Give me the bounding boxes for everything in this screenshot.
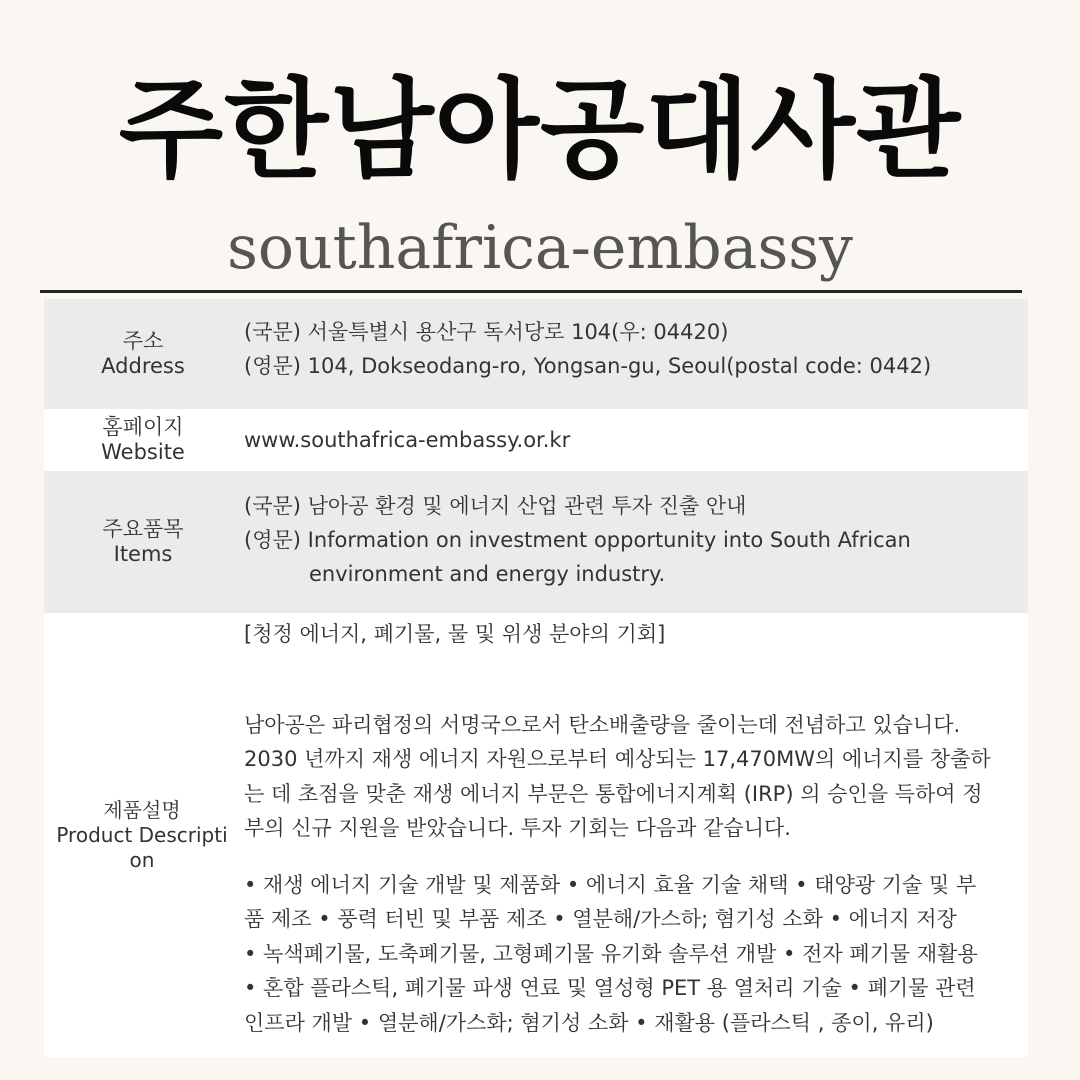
items-label-ko: 주요품목 — [102, 517, 184, 541]
para-line: 는 데 초점을 맞춘 재생 에너지 부문은 통합에너지계획 (IRP) 의 승인을 득하여 정 — [244, 781, 983, 806]
items-en-2: environment and energy industry. — [309, 562, 666, 586]
website-label — [44, 409, 242, 471]
address-label-en: Address — [101, 354, 185, 378]
bullet-line: 품 제조 • 풍력 터빈 및 부품 제조 • 열분해/가스하; 혐기성 소화 • 에너지 저장 — [244, 907, 957, 931]
description-content — [244, 617, 1020, 1040]
items-en-1: (영문) Information on investment opportunity into South African — [244, 528, 911, 552]
website-url: www.southafrica-embassy.or.kr — [244, 428, 571, 452]
para-line: 남아공은 파리협정의 서명국으로서 탄소배출량을 줄이는데 전념하고 있습니다. — [244, 712, 961, 737]
description-label-en-2: on — [129, 847, 155, 872]
para-line: 부의 신규 지원을 받았습니다. 투자 기회는 다음과 같습니다. — [244, 816, 791, 840]
address-ko: (국문) 서울특별시 용산구 독서당로 104(우: 04420) — [244, 320, 729, 344]
website-label-ko: 홈페이지 — [102, 415, 184, 439]
bullet-line: 인프라 개발 • 열분해/가스화; 혐기성 소화 • 재활용 (플라스틱 , 종이, 유리) — [244, 1010, 934, 1035]
address-en: (영문) 104, Dokseodang-ro, Yongsan-gu, Seoul(postal code: 0442) — [244, 354, 932, 378]
page-title: 주한남아공대사관 — [118, 68, 962, 193]
items-row — [44, 471, 1028, 613]
bullet-line: • 녹색폐기물, 도축폐기물, 고형폐기물 유기화 솔루션 개발 • 전자 폐기물 재활용 — [244, 941, 978, 966]
address-label-ko: 주소 — [122, 329, 164, 353]
address-row — [44, 299, 1028, 409]
website-row — [44, 409, 1028, 471]
address-label — [44, 299, 242, 409]
description-label — [44, 613, 240, 1057]
description-bullets — [244, 868, 1020, 1041]
description-label-en-1: Product Descripti — [56, 822, 228, 847]
description-label-ko: 제품설명 — [103, 797, 181, 822]
bullet-line: • 재생 에너지 기술 개발 및 제품화 • 에너지 효율 기술 채택 • 태양광 기술 및 부 — [244, 872, 977, 897]
page-subtitle: southafrica-embassy — [227, 213, 853, 283]
items-label — [44, 471, 242, 613]
items-ko: (국문) 남아공 환경 및 에너지 산업 관련 투자 진출 안내 — [244, 494, 747, 518]
bullet-line: • 혼합 플라스틱, 폐기물 파생 연료 및 열성형 PET 용 열처리 기술 • 폐기물 관련 — [244, 976, 976, 1000]
info-table — [44, 299, 1028, 1057]
items-content — [244, 489, 1020, 591]
para-line: 2030 년까지 재생 에너지 자원으로부터 예상되는 17,470MW의 에너지를 창출하 — [244, 747, 991, 771]
website-content — [244, 423, 1020, 457]
items-label-en: Items — [113, 542, 173, 566]
divider — [40, 290, 1022, 293]
description-paragraph — [244, 708, 1020, 846]
website-label-en: Website — [101, 440, 185, 464]
address-content — [244, 315, 1020, 383]
description-row — [44, 613, 1028, 1057]
description-heading: [청정 에너지, 폐기물, 물 및 위생 분야의 기회] — [244, 622, 666, 646]
